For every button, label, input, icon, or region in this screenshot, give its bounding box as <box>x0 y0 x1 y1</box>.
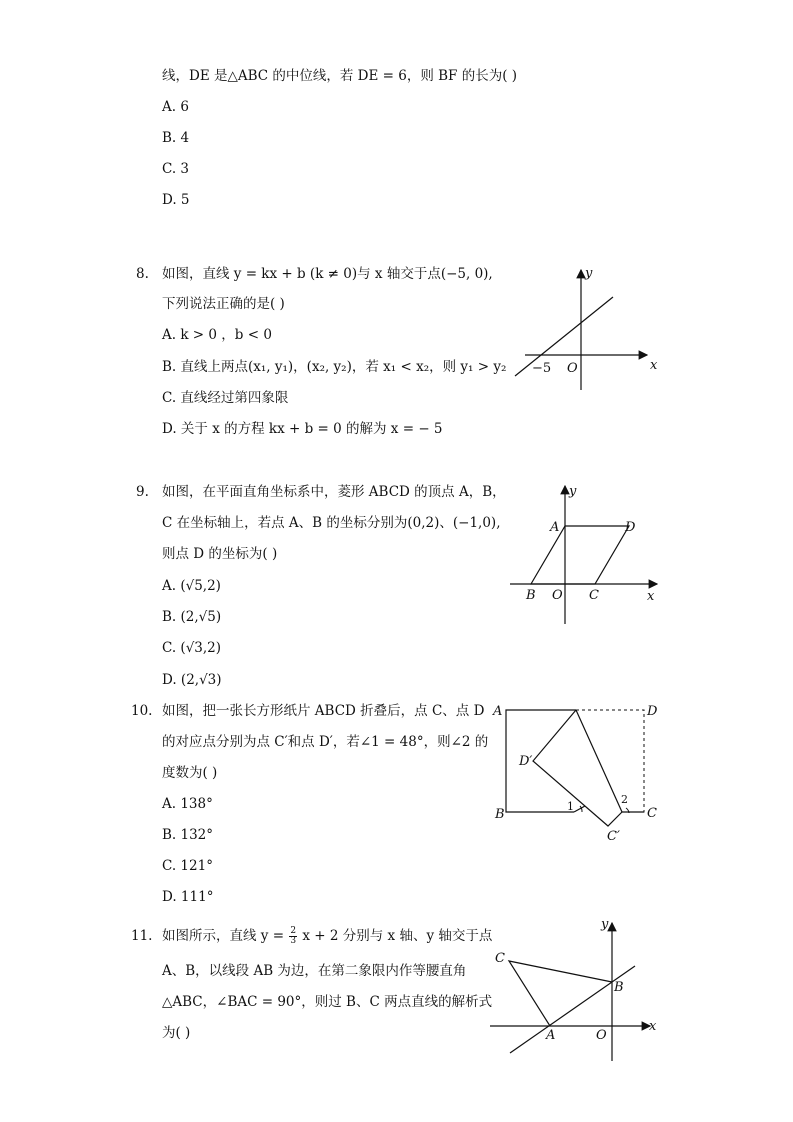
q8-origin-label: O <box>567 361 578 376</box>
q9-x-label: x <box>647 589 655 604</box>
q10-crease <box>576 710 622 812</box>
q10-stem-line2: 的对应点分别为点 C′和点 D′，若∠1 = 48°，则∠2 的 <box>162 734 489 750</box>
q11-fraction <box>289 927 297 946</box>
q9-label-a: A <box>550 520 560 535</box>
q10-option-c[interactable]: C. 121° <box>162 858 213 874</box>
q8-number: 8. <box>136 266 149 282</box>
q10-number: 10. <box>131 703 153 719</box>
q10-rect-dashed <box>576 710 644 812</box>
q7-option-d[interactable]: D. 5 <box>162 192 190 208</box>
q10-stem-line1: 如图，把一张长方形纸片 ABCD 折叠后，点 C、点 D <box>162 703 485 719</box>
q10-label-d: D <box>647 704 658 719</box>
q10-label-b: B <box>495 807 505 822</box>
q11-stem-line1-post: x + 2 分别与 x 轴、y 轴交于点 <box>302 928 493 944</box>
q10-figure <box>490 700 660 845</box>
q8-figure <box>505 262 665 397</box>
q9-stem-line2: C 在坐标轴上，若点 A、B 的坐标分别为(0,2)、(−1,0), <box>162 515 501 531</box>
q10-option-d[interactable]: D. 111° <box>162 889 214 905</box>
q8-stem-line1: 如图，直线 y = kx + b (k ≠ 0)与 x 轴交于点(−5, 0), <box>162 266 493 282</box>
q9-label-b: B <box>526 588 536 603</box>
q11-stem-line1 <box>162 927 492 946</box>
q8-option-d[interactable]: D. 关于 x 的方程 kx + b = 0 的解为 x = − 5 <box>162 421 443 437</box>
q9-figure <box>505 482 665 630</box>
q11-label-a: A <box>546 1028 556 1043</box>
q10-label-angle1: 1 <box>567 800 574 813</box>
q10-label-a: A <box>493 704 503 719</box>
q9-label-c: C <box>589 588 599 603</box>
q9-y-label: y <box>569 484 577 499</box>
q8-option-a[interactable]: A. k > 0 ，b < 0 <box>162 327 272 343</box>
q11-stem-line2: A、B，以线段 AB 为边，在第二象限内作等腰直角 <box>162 963 467 979</box>
q10-fold <box>533 710 622 826</box>
q7-option-a[interactable]: A. 6 <box>162 99 189 115</box>
q11-label-b: B <box>614 980 624 995</box>
q10-label-angle2: 2 <box>621 793 628 806</box>
q11-fraction-den: 3 <box>290 936 297 946</box>
q7-stem: 线，DE 是△ABC 的中位线，若 DE = 6，则 BF 的长为( ) <box>162 68 518 84</box>
q8-line <box>515 297 613 376</box>
q7-option-b[interactable]: B. 4 <box>162 130 190 146</box>
q9-number: 9. <box>136 484 149 500</box>
q7-option-c[interactable]: C. 3 <box>162 161 190 177</box>
q11-label-c: C <box>495 951 505 966</box>
q8-x-label: x <box>650 358 658 373</box>
q11-label-o: O <box>596 1028 607 1043</box>
q8-intercept-label: −5 <box>532 361 552 376</box>
q9-option-b[interactable]: B. (2,√5) <box>162 609 222 625</box>
q9-label-o: O <box>552 588 563 603</box>
q11-figure <box>485 915 665 1065</box>
q9-option-a[interactable]: A. (√5,2) <box>162 578 221 594</box>
q11-fraction-num: 2 <box>290 926 297 936</box>
q10-option-b[interactable]: B. 132° <box>162 827 214 843</box>
q11-number: 11. <box>131 928 153 944</box>
q9-option-c[interactable]: C. (√3,2) <box>162 640 222 656</box>
q8-y-label: y <box>585 266 593 281</box>
q11-stem-line3: △ABC，∠BAC = 90°，则过 B、C 两点直线的解析式 <box>162 994 493 1010</box>
q9-rhombus <box>531 526 629 584</box>
q9-option-d[interactable]: D. (2,√3) <box>162 672 222 688</box>
q11-stem-line1-pre: 如图所示，直线 y = <box>162 928 285 944</box>
q8-stem-line2: 下列说法正确的是( ) <box>162 296 285 312</box>
q8-option-c[interactable]: C. 直线经过第四象限 <box>162 390 289 406</box>
q11-triangle <box>509 961 612 1026</box>
q11-x-label: x <box>649 1019 657 1034</box>
q9-stem-line3: 则点 D 的坐标为( ) <box>162 546 278 562</box>
q11-y-label: y <box>601 917 609 932</box>
q9-stem-line1: 如图，在平面直角坐标系中，菱形 ABCD 的顶点 A，B， <box>162 484 506 500</box>
q10-label-cprime: C′ <box>607 829 620 844</box>
q8-option-b[interactable]: B. 直线上两点(x₁, y₁)，(x₂, y₂)，若 x₁ < x₂，则 y₁ > y₂ <box>162 359 507 375</box>
q10-stem-line3: 度数为( ) <box>162 765 218 781</box>
q10-rect-solid <box>506 710 576 812</box>
q10-label-dprime: D′ <box>519 754 533 769</box>
q10-option-a[interactable]: A. 138° <box>162 796 213 812</box>
q9-label-d: D <box>625 520 636 535</box>
q11-stem-line4: 为( ) <box>162 1025 191 1041</box>
q10-label-c: C <box>647 806 657 821</box>
q10-fold-inner <box>574 806 585 812</box>
